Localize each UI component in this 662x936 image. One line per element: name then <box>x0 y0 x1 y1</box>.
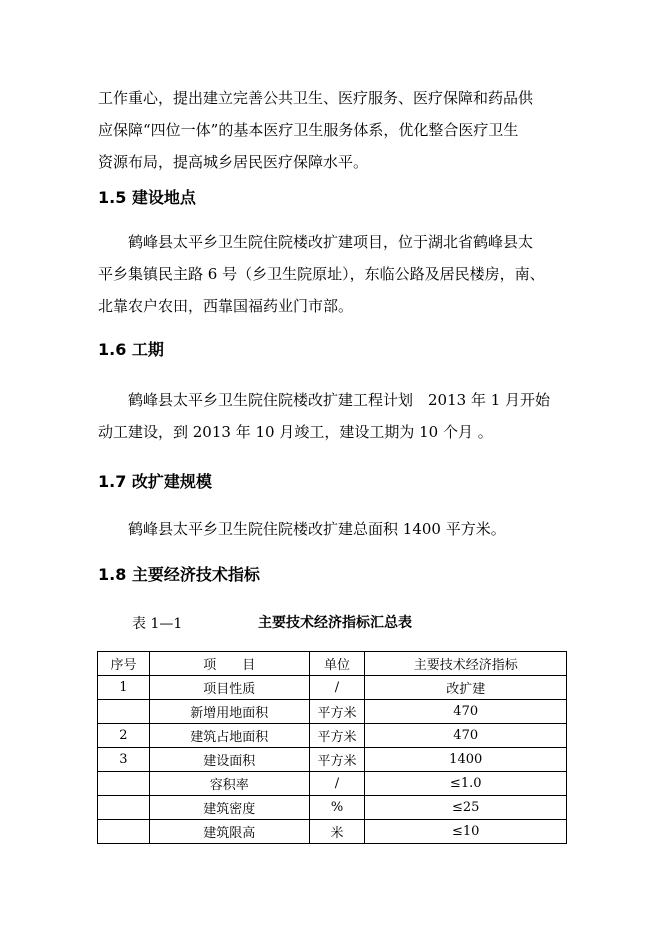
cell-unit: 平方米 <box>309 700 365 724</box>
cell-value: 470 <box>365 700 567 724</box>
cell-index <box>98 700 150 724</box>
table-row <box>98 700 567 724</box>
cell-index <box>98 820 150 844</box>
paragraph-line: 平乡集镇民主路 6 号（乡卫生院原址），东临公路及居民楼房，南、 <box>98 265 545 283</box>
cell-unit: / <box>309 676 365 700</box>
table-row <box>98 772 567 796</box>
cell-item: 新增用地面积 <box>149 700 309 724</box>
header-cell-indicator: 主要技术经济指标 <box>365 652 567 676</box>
cell-index: 3 <box>98 748 150 772</box>
cell-unit: 平方米 <box>309 724 365 748</box>
cell-item: 建筑密度 <box>149 796 309 820</box>
cell-item: 建筑占地面积 <box>149 724 309 748</box>
cell-unit: 米 <box>309 820 365 844</box>
cell-unit: 平方米 <box>309 748 365 772</box>
cell-value: ≤25 <box>365 796 567 820</box>
cell-value: 改扩建 <box>365 676 567 700</box>
cell-index <box>98 796 150 820</box>
cell-item: 容积率 <box>149 772 309 796</box>
section-heading-1-6: 1.6 工期 <box>98 340 164 359</box>
cell-value: ≤10 <box>365 820 567 844</box>
table-header-row <box>98 652 567 676</box>
table-caption-title: 主要技术经济指标汇总表 <box>258 615 412 631</box>
paragraph-line: 北靠农户农田，西靠国福药业门市部。 <box>98 297 354 315</box>
header-cell-unit: 单位 <box>309 652 365 676</box>
cell-item: 建筑限高 <box>149 820 309 844</box>
section-heading-1-5: 1.5 建设地点 <box>98 188 196 207</box>
header-cell-index: 序号 <box>98 652 150 676</box>
header-cell-item: 项 目 <box>149 652 309 676</box>
table-row <box>98 676 567 700</box>
scale-paragraph <box>98 513 568 545</box>
paragraph-line: 资源布局，提高城乡居民医疗保障水平。 <box>98 153 369 171</box>
cell-value: ≤1.0 <box>365 772 567 796</box>
intro-paragraph <box>98 82 568 178</box>
cell-index <box>98 772 150 796</box>
paragraph-line: 动工建设，到 2013 年 10 月竣工，建设工期为 10 个月 。 <box>98 423 493 441</box>
table-row <box>98 724 567 748</box>
section-heading-1-7: 1.7 改扩建规模 <box>98 472 212 491</box>
paragraph-line: 鹤峰县太平乡卫生院住院楼改扩建项目，位于湖北省鹤峰县太 <box>98 233 534 251</box>
table-row <box>98 820 567 844</box>
paragraph-line: 工作重心，提出建立完善公共卫生、医疗服务、医疗保障和药品供 <box>98 89 534 107</box>
cell-unit: / <box>309 772 365 796</box>
cell-index: 2 <box>98 724 150 748</box>
cell-unit: % <box>309 796 365 820</box>
schedule-paragraph <box>98 384 568 448</box>
cell-index: 1 <box>98 676 150 700</box>
paragraph-line: 鹤峰县太平乡卫生院住院楼改扩建总面积 1400 平方米。 <box>98 520 506 538</box>
table-row <box>98 796 567 820</box>
table-caption-number: 表 1—1 <box>132 616 183 632</box>
indicator-table <box>97 651 567 844</box>
cell-value: 470 <box>365 724 567 748</box>
location-paragraph <box>98 226 568 322</box>
paragraph-line: 应保障“四位一体”的基本医疗卫生服务体系，优化整合医疗卫生 <box>98 121 519 139</box>
cell-item: 项目性质 <box>149 676 309 700</box>
section-heading-1-8: 1.8 主要经济技术指标 <box>98 565 260 584</box>
paragraph-line: 鹤峰县太平乡卫生院住院楼改扩建工程计划 2013 年 1 月开始 <box>98 391 551 409</box>
table-row <box>98 748 567 772</box>
cell-item: 建设面积 <box>149 748 309 772</box>
cell-value: 1400 <box>365 748 567 772</box>
